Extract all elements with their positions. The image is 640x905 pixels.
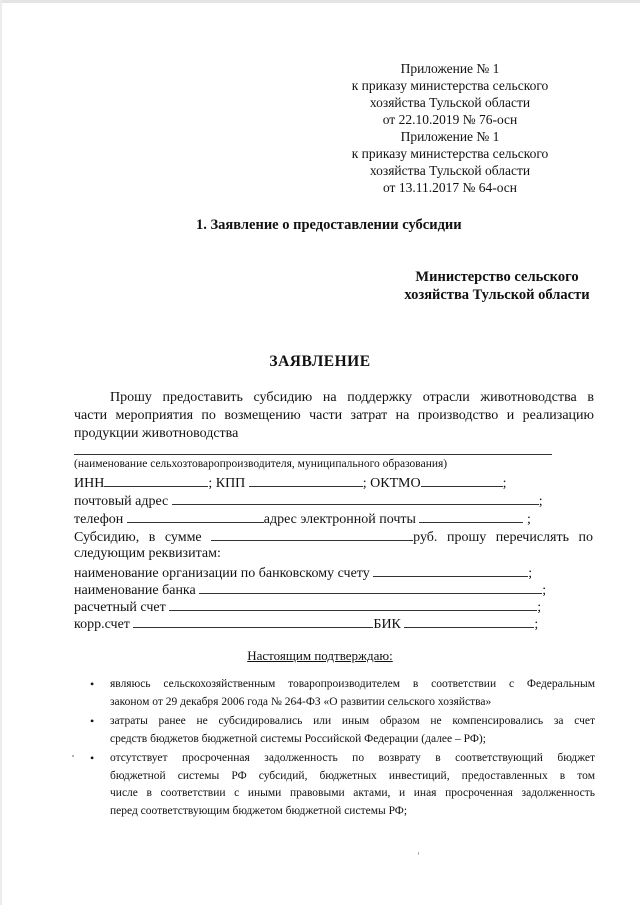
phone-email-row — [74, 509, 531, 529]
email-field[interactable] — [419, 509, 523, 523]
appendix-line: к приказу министерства сельского — [351, 78, 549, 93]
appendix-line: хозяйства Тульской области — [369, 95, 531, 110]
list-item-line: числе в соответствии с иными правовыми актами, и иная просроченная задолженность — [110, 787, 595, 799]
corr-account-field[interactable] — [133, 614, 373, 628]
appendix-current-header — [330, 60, 570, 128]
oktmo-label: ; ОКТМО — [362, 476, 421, 491]
org-bank-name-field[interactable] — [373, 563, 528, 577]
inn-field[interactable] — [104, 473, 208, 487]
appendix-line: от 22.10.2019 № 76-осн — [382, 112, 518, 127]
row-end-semicolon: ; — [528, 566, 533, 581]
phone-label: телефон — [74, 512, 124, 527]
list-item-line: средств бюджетов бюджетной системы Российской Федерации (далее – РФ); — [110, 732, 486, 745]
scan-speck — [72, 755, 74, 757]
bik-label: БИК — [373, 617, 401, 632]
subsidy-amount-row — [74, 527, 593, 547]
scan-edge-left — [0, 0, 2, 905]
addressee-block — [392, 268, 602, 304]
subsidy-amount-suffix: руб. прошу перечислять по — [413, 530, 594, 545]
list-item-line: перед соответствующим бюджетом бюджетной системы РФ; — [110, 804, 408, 817]
scan-speck — [418, 852, 419, 855]
row-end-semicolon: ; — [542, 583, 547, 598]
list-item — [90, 750, 595, 820]
requisites-row — [74, 545, 221, 563]
kpp-label: ; КПП — [208, 476, 246, 491]
list-item-line: отсутствует просроченная задолженность по возврату в соответствующий бюджет — [110, 752, 595, 764]
bullet-icon: • — [90, 714, 95, 728]
row-end-semicolon: ; — [526, 512, 531, 527]
document-heading: ЗАЯВЛЕНИЕ — [269, 353, 371, 370]
appendix-line: Приложение № 1 — [400, 61, 500, 76]
request-line: продукции животноводства — [74, 426, 239, 441]
list-item-line: бюджетной системы РФ субсидий, бюджетных инвестиций, предоставленных в том — [110, 769, 595, 782]
bullet-icon: • — [90, 751, 95, 765]
appendix-line: хозяйства Тульской области — [369, 163, 531, 178]
inn-kpp-oktmo-row — [74, 473, 506, 493]
postal-address-field[interactable] — [172, 491, 539, 505]
account-label: расчетный счет — [74, 600, 166, 615]
addressee-line: хозяйства Тульской области — [404, 287, 590, 303]
corr-account-bik-row — [74, 614, 538, 634]
oktmo-field[interactable] — [421, 473, 503, 487]
applicant-name-field[interactable] — [74, 454, 552, 455]
kpp-field[interactable] — [249, 473, 363, 487]
list-item-line: являюсь сельскохозяйственным товаропроизводителем в соответствии с Федеральным — [110, 678, 595, 690]
account-field[interactable] — [169, 597, 537, 611]
request-line: Прошу предоставить субсидию на поддержку отрасли животноводства в — [110, 390, 594, 405]
scan-edge-top — [0, 0, 640, 3]
requisites-label: следующим реквизитам: — [74, 546, 221, 561]
request-paragraph — [74, 389, 594, 443]
subsidy-amount-label: Субсидию, в сумме — [74, 530, 202, 545]
list-item-line: затраты ранее не субсидировались или иным образом не компенсировались за счет — [110, 715, 595, 727]
list-item — [90, 676, 595, 711]
row-end-semicolon: ; — [537, 600, 542, 615]
confirmation-list — [90, 676, 595, 822]
inn-label: ИНН — [74, 476, 105, 491]
phone-field[interactable] — [127, 509, 264, 523]
org-bank-name-label: наименование организации по банковскому счету — [74, 566, 370, 581]
confirmation-title — [0, 648, 640, 664]
appendix-line: Приложение № 1 — [400, 129, 500, 144]
bik-field[interactable] — [404, 614, 534, 628]
row-end-semicolon: ; — [502, 476, 507, 491]
request-line: части мероприятия по возмещению части затрат на производство и реализацию — [74, 408, 594, 423]
applicant-caption: (наименование сельхозтоваропроизводителя, муниципального образования) — [74, 458, 448, 470]
postal-address-label: почтовый адрес — [74, 494, 169, 509]
appendix-previous-header — [330, 128, 570, 196]
row-end-semicolon: ; — [534, 617, 539, 632]
section-title: 1. Заявление о предоставлении субсидии — [196, 217, 462, 233]
row-end-semicolon: ; — [538, 494, 543, 509]
postal-address-row — [74, 491, 543, 511]
list-item — [90, 713, 595, 748]
addressee-line: Министерство сельского — [415, 269, 579, 285]
bank-name-label: наименование банка — [74, 583, 196, 598]
list-item-line: законом от 29 декабря 2006 года № 264-ФЗ «О развитии сельского хозяйства» — [110, 695, 492, 708]
corr-account-label: корр.счет — [74, 617, 130, 632]
bank-name-field[interactable] — [199, 580, 542, 594]
email-label: адрес электронной почты — [263, 512, 416, 527]
confirmation-title-text: Настоящим подтверждаю: — [247, 648, 393, 663]
appendix-line: к приказу министерства сельского — [351, 146, 549, 161]
appendix-line: от 13.11.2017 № 64-осн — [382, 180, 518, 195]
bullet-icon: • — [90, 677, 95, 691]
subsidy-amount-field[interactable] — [211, 527, 413, 541]
